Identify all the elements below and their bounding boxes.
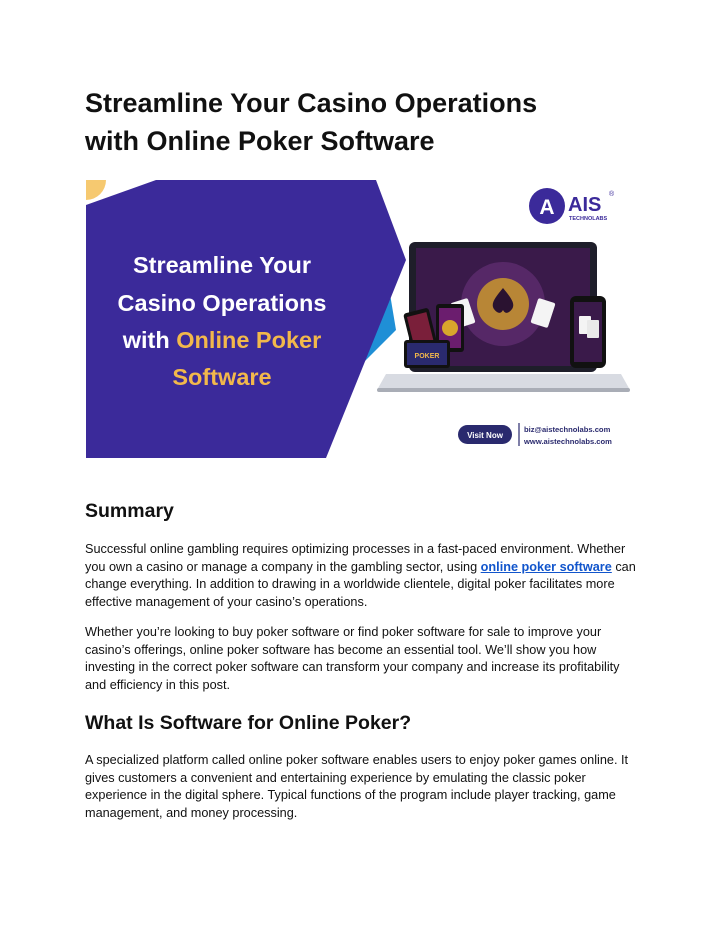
page-title bbox=[85, 84, 645, 160]
banner-headline-line-2: Casino Operations bbox=[117, 290, 327, 316]
what-is-heading: What Is Software for Online Poker? bbox=[85, 712, 412, 734]
logo-text: AIS bbox=[568, 194, 602, 216]
visit-now-label: Visit Now bbox=[467, 431, 503, 440]
summary-heading: Summary bbox=[85, 500, 174, 522]
summary-p1-text-before: Successful online gambling requires optimizing processes in a fast-paced environment. Whether you own a casino or manage a company in the gambling sector, using bbox=[85, 542, 626, 574]
title-line-2: with Online Poker Software bbox=[85, 126, 435, 156]
contact-email: biz@aistechnolabs.com bbox=[524, 425, 611, 434]
banner-headline-line-4: Software bbox=[172, 364, 272, 390]
banner-headline-prefix: with bbox=[122, 327, 177, 353]
banner-headline-line-1: Streamline Your bbox=[132, 252, 312, 278]
logo-mark-letter: A bbox=[539, 196, 555, 219]
promo-banner-image bbox=[86, 180, 632, 458]
online-poker-software-link[interactable]: online poker software bbox=[480, 559, 612, 574]
banner-headline-line-3 bbox=[122, 327, 322, 353]
logo-subtext: TECHNOLABS bbox=[569, 216, 608, 222]
title-line-1: Streamline Your Casino Operations bbox=[85, 88, 538, 118]
summary-p1-text-after: can change everything. In addition to drawing in a worldwide clientele, digital poker facilitates more effective management of your casino’s operations. bbox=[85, 559, 636, 609]
logo-registered-mark: ® bbox=[609, 191, 615, 198]
contact-website: www.aistechnolabs.com bbox=[524, 437, 612, 446]
banner-headline-highlight: Online Poker bbox=[176, 327, 322, 353]
phone-screen-text: POKER bbox=[414, 353, 440, 360]
summary-paragraph-1 bbox=[85, 541, 637, 611]
what-is-paragraph-1: A specialized platform called online poker software enables users to enjoy poker games online. It gives customers a convenient and entertaining experience by emulating the classic poker experience in the digital sphere. Typical functions of the program include player tracking, game management, and money processing. bbox=[85, 753, 629, 820]
summary-paragraph-2: Whether you’re looking to buy poker software or find poker software for sale to improve your casino’s offerings, online poker software has become an essential tool. We’ll show you how investing in the correct poker software can transform your company and increase its profitability and efficiency in this post. bbox=[85, 625, 620, 692]
